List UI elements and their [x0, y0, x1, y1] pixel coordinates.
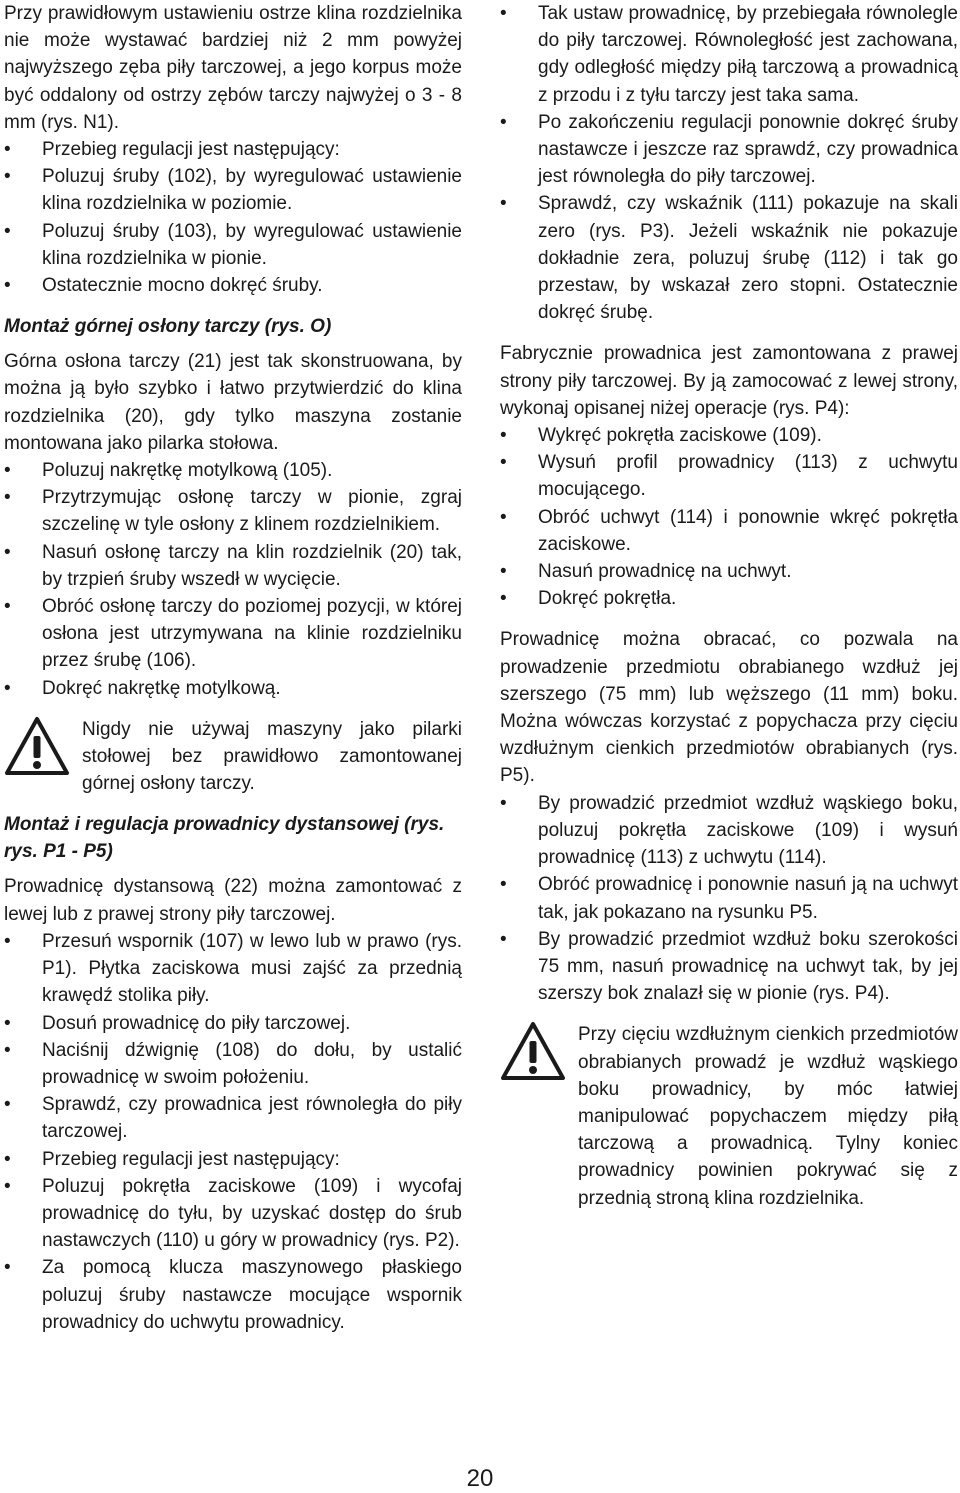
section-heading-upper-guard: Montaż górnej osłony tarczy (rys. O) [4, 316, 332, 338]
fence-paragraph: Prowadnicę dystansową (22) można zamontować z lewej lub z prawej strony piły tarczowej. [4, 876, 462, 925]
list-item: • Obróć prowadnicę i ponownie nasuń ją na uchwyt tak, jak pokazano na rysunku P5. [500, 871, 958, 925]
list-item: • Dokręć nakrętkę motylkową. [4, 675, 462, 702]
list-item: • Po zakończeniu regulacji ponownie dokręć śruby nastawcze i jeszcze raz sprawdź, czy prowadnica jest równoległa do piły tarczowej. [500, 109, 958, 191]
list-item: • Tak ustaw prowadnicę, by przebiegała równolegle do piły tarczowej. Równoległość jest zachowana, gdy odległość między piłą tarczową a prowadnicą z przodu i z tyłu tarczy jest taka sama. [500, 0, 958, 109]
left-column [4, 0, 462, 1336]
list-item: • Przebieg regulacji jest następujący: [4, 136, 462, 163]
list-item: • Wysuń profil prowadnicy (113) z uchwytu mocującego. [500, 449, 958, 503]
list-item: • Dosuń prowadnicę do piły tarczowej. [4, 1010, 462, 1037]
warning-triangle-icon [4, 716, 70, 776]
list-item: • Naciśnij dźwignię (108) do dołu, by ustalić prowadnicę w swoim położeniu. [4, 1037, 462, 1091]
fence-steps-list [4, 928, 462, 1336]
warning-triangle-icon [500, 1021, 566, 1081]
page-number: 20 [466, 1465, 494, 1492]
factory-fence-paragraph: Fabrycznie prowadnica jest zamontowana z prawej strony piły tarczowej. By ją zamocować z lewej strony, wykonaj opisanej niżej operacje (rys. P4): [500, 343, 958, 419]
list-item: • Poluzuj śruby (102), by wyregulować ustawienie klina rozdzielnika w poziomie. [4, 163, 462, 217]
section-heading-fence: Montaż i regulacja prowadnicy dystansowej (rys. rys. P1 - P5) [4, 814, 445, 863]
fence-alignment-list [500, 0, 958, 326]
adjustment-steps-list [4, 136, 462, 299]
upper-guard-paragraph: Górna osłona tarczy (21) jest tak skonstruowana, by można ją było szybko i łatwo przytwierdzić do klina rozdzielnika (20), gdy tylko maszyna zostanie montowana jako pilarka stołowa. [4, 351, 462, 454]
list-item: • Wykręć pokrętła zaciskowe (109). [500, 422, 958, 449]
warning-text: Nigdy nie używaj maszyny jako pilarki stołowej bez prawidłowo zamontowanej górnej osłony tarczy. [82, 718, 462, 795]
list-item: • Dokręć pokrętła. [500, 585, 958, 612]
upper-guard-steps-list [4, 457, 462, 702]
list-item: • Za pomocą klucza maszynowego płaskiego poluzuj śruby nastawcze mocujące wspornik prowadnicy do uchwytu prowadnicy. [4, 1254, 462, 1336]
list-item: • By prowadzić przedmiot wzdłuż boku szerokości 75 mm, nasuń prowadnicę na uchwyt tak, by jej szerszy bok znalazł się w pionie (rys. P4). [500, 926, 958, 1008]
warning-text: Przy cięciu wzdłużnym cienkich przedmiotów obrabianych prowadź je wzdłuż wąskiego boku prowadnicy, by móc łatwiej manipulować popychaczem między piłą tarczową a prowadnicą. Tylny koniec prowadnicy powinien pokrywać się z przednią stroną klina rozdzielnika. [578, 1024, 958, 1209]
list-item: • Sprawdź, czy prowadnica jest równoległa do piły tarczowej. [4, 1091, 462, 1145]
rotate-fence-paragraph: Prowadnicę można obracać, co pozwala na prowadzenie przedmiotu obrabianego wzdłuż jej szerszego (75 mm) lub węższego (11 mm) boku. Można wówczas korzystać z popychacza przy cięciu wzdłużnym cienkich przedmiotów obrabianych (rys. P5). [500, 629, 958, 787]
list-item: • Przesuń wspornik (107) w lewo lub w prawo (rys. P1). Płytka zaciskowa musi zajść za przednią krawędź stolika piły. [4, 928, 462, 1010]
list-item: • Nasuń osłonę tarczy na klin rozdzielnik (20) tak, by trzpień śruby wszedł w wycięcie. [4, 539, 462, 593]
list-item: • Sprawdź, czy wskaźnik (111) pokazuje na skali zero (rys. P3). Jeżeli wskaźnik nie pokazuje dokładnie zera, poluzuj śrubę (112) i tak go przestaw, by wskazał zero stopni. Ostatecznie dokręć śrubę. [500, 190, 958, 326]
list-item: • Obróć osłonę tarczy do poziomej pozycji, w której osłona jest utrzymywana na klinie rozdzielniku przez śrubę (106). [4, 593, 462, 675]
list-item: • Przebieg regulacji jest następujący: [4, 1146, 462, 1173]
warning-block [500, 1021, 958, 1211]
list-item: • Przytrzymując osłonę tarczy w pionie, zgraj szczelinę w tyle osłony z klinem rozdzielnikiem. [4, 484, 462, 538]
list-item: • Nasuń prowadnicę na uchwyt. [500, 558, 958, 585]
list-item: • Poluzuj nakrętkę motylkową (105). [4, 457, 462, 484]
warning-block [4, 716, 462, 798]
list-item: • Poluzuj pokrętła zaciskowe (109) i wycofaj prowadnicę do tyłu, by uzyskać dostęp do śrub nastawczych (110) u góry w prowadnicy (rys. P2). [4, 1173, 462, 1255]
left-mount-steps-list [500, 422, 958, 612]
list-item: • Poluzuj śruby (103), by wyregulować ustawienie klina rozdzielnika w pionie. [4, 218, 462, 272]
list-item: • Ostatecznie mocno dokręć śruby. [4, 272, 462, 299]
list-item: • Obróć uchwyt (114) i ponownie wkręć pokrętła zaciskowe. [500, 504, 958, 558]
rotate-fence-steps-list [500, 790, 958, 1008]
intro-paragraph: Przy prawidłowym ustawieniu ostrze klina rozdzielnika nie może wystawać bardziej niż 2 mm powyżej najwyższego zęba piły tarczowej, a jego korpus może być oddalony od ostrzy zębów tarczy najwyżej o 3 - 8 mm (rys. N1). [4, 3, 462, 133]
right-column [500, 0, 958, 1212]
list-item: • By prowadzić przedmiot wzdłuż wąskiego boku, poluzuj pokrętła zaciskowe (109) i wysuń prowadnicę (113) z uchwytu (114). [500, 790, 958, 872]
